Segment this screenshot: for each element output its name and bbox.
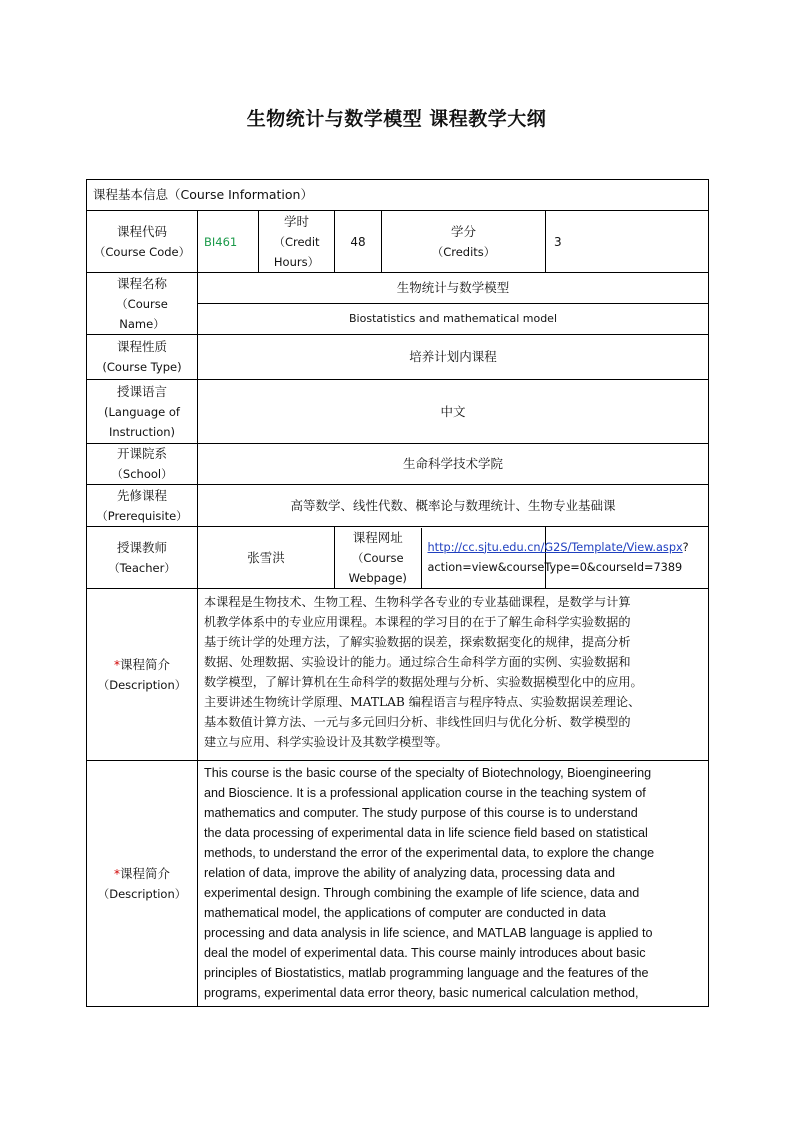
- course-name-label-en2: Name）: [119, 316, 165, 331]
- teacher-label-en: （Teacher）: [108, 560, 176, 575]
- course-name-label-en1: （Course: [116, 296, 168, 311]
- description-en-line: processing and data analysis in life science, and MATLAB language is applied to: [204, 926, 653, 940]
- webpage-spacer: [546, 527, 709, 589]
- school-label-zh: 开课院系: [116, 446, 167, 461]
- course-type-label: [87, 335, 198, 380]
- teacher-label: [87, 527, 198, 589]
- course-type-label-en: (Course Type): [102, 360, 182, 374]
- description-zh-text: [198, 589, 709, 761]
- language-label-zh: 授课语言: [116, 383, 167, 399]
- webpage-url-link[interactable]: http://cc.sjtu.edu.cn/G2S/Template/View.aspx: [427, 540, 683, 554]
- prerequisite-label-zh: 先修课程: [116, 487, 167, 503]
- webpage-label: [335, 528, 421, 588]
- credit-hours-value: 48: [335, 211, 382, 273]
- course-type-label-zh: 课程性质: [116, 339, 167, 354]
- webpage-cell: [335, 527, 689, 589]
- description-zh-line: 数据、处理数据、实验设计的能力。通过综合生命科学方面的实例、实验数据和: [204, 655, 631, 669]
- webpage-subtable: [335, 528, 689, 588]
- description-en-label-en: （Description）: [97, 886, 187, 901]
- course-name-zh: 生物统计与数学模型: [198, 273, 709, 304]
- webpage-url-line2: action=view&courseType=0&courseId=7389: [427, 560, 683, 574]
- school-label-en: （School）: [111, 467, 173, 481]
- description-zh-line: 建立与应用、科学实验设计及其数学模型等。: [204, 735, 448, 749]
- webpage-label-en1: （Course: [351, 550, 404, 565]
- webpage-label-en2: Webpage): [348, 570, 407, 585]
- course-name-label-zh: 课程名称: [116, 275, 167, 291]
- required-star: *: [113, 866, 120, 881]
- credit-hours-label: [259, 211, 335, 273]
- course-type-value: 培养计划内课程: [198, 335, 709, 380]
- course-info-header: 课程基本信息（Course Information）: [87, 180, 709, 211]
- description-en-line: programs, experimental data error theory, basic numerical calculation method,: [204, 986, 639, 1000]
- description-zh-line: 机教学体系中的专业应用课程。本课程的学习目的在于了解生命科学实验数据的: [204, 615, 631, 629]
- webpage-label-zh: 课程网址: [352, 529, 403, 545]
- webpage-url-cell: [421, 528, 689, 588]
- credits-label-zh: 学分: [450, 223, 476, 239]
- description-zh-label-zh: 课程简介: [119, 656, 170, 672]
- credit-hours-label-en2: Hours）: [273, 254, 320, 269]
- teacher-label-zh: 授课教师: [116, 539, 167, 555]
- description-zh-line: 本课程是生物技术、生物工程、生物科学各专业的专业基础课程，是数学与计算: [204, 595, 631, 609]
- course-code-label: [87, 211, 198, 273]
- description-zh-line: 基于统计学的处理方法，了解实验数据的误差，探索数据变化的规律，提高分析: [204, 635, 631, 649]
- description-en-line: principles of Biostatistics, matlab programming language and the features of the: [204, 966, 649, 980]
- description-zh-line: 主要讲述生物统计学原理、MATLAB 编程语言与程序特点、实验数据误差理论、: [204, 695, 641, 709]
- description-en-line: and Bioscience. It is a professional application course in the teaching system of: [204, 786, 646, 800]
- credits-label: [382, 211, 546, 273]
- language-label: [87, 380, 198, 444]
- required-star: *: [113, 657, 120, 672]
- prerequisite-value: 高等数学、线性代数、概率论与数理统计、生物专业基础课: [198, 485, 709, 527]
- description-en-line: relation of data, improve the ability of analyzing data, processing data and: [204, 866, 615, 880]
- course-name-label: [87, 273, 198, 335]
- description-en-line: This course is the basic course of the specialty of Biotechnology, Bioengineering: [204, 766, 652, 780]
- description-zh-line: 数学模型，了解计算机在生命科学的数据处理与分析、实验数据模型化中的应用。: [204, 675, 643, 689]
- description-en-line: mathematical model, the applications of computer are conducted in data: [204, 906, 606, 920]
- description-zh-line: 基本数值计算方法、一元与多元回归分析、非线性回归与优化分析、数学模型的: [204, 715, 631, 729]
- language-label-en2: Instruction): [108, 424, 176, 439]
- school-label: [87, 444, 198, 485]
- credit-hours-label-en1: （Credit: [273, 234, 320, 249]
- prerequisite-label-en: （Prerequisite）: [96, 508, 188, 523]
- description-en-line: deal the model of experimental data. This course mainly introduces about basic: [204, 946, 646, 960]
- course-code-label-zh: 课程代码: [116, 223, 167, 239]
- description-zh-label: [87, 589, 198, 761]
- description-en-label-zh: 课程简介: [119, 865, 170, 881]
- credit-hours-label-zh: 学时: [283, 213, 309, 229]
- description-en-label: [87, 761, 198, 1007]
- course-code-value: BI461: [198, 211, 259, 273]
- course-name-en: Biostatistics and mathematical model: [198, 304, 709, 335]
- description-zh-label-en: （Description）: [97, 677, 187, 692]
- description-en-line: methods, to understand the error of the experimental data, to explore the change: [204, 846, 655, 860]
- page-title: 生物统计与数学模型 课程教学大纲: [246, 108, 547, 130]
- description-en-line: mathematics and computer. The study purpose of this course is to understand: [204, 806, 638, 820]
- credits-label-en: （Credits）: [431, 244, 496, 259]
- description-en-line: the data processing of experimental data in life science field based on statistical: [204, 826, 648, 840]
- credits-value: 3: [546, 211, 709, 273]
- language-label-en1: (Language of: [104, 404, 180, 419]
- webpage-url-tail: ?: [682, 540, 689, 554]
- school-value: 生命科学技术学院: [198, 444, 709, 485]
- description-en-text: [198, 761, 709, 1007]
- language-value: 中文: [198, 380, 709, 444]
- prerequisite-label: [87, 485, 198, 527]
- course-info-table: [86, 179, 709, 1007]
- description-en-line: experimental design. Through combining the example of life science, data and: [204, 886, 640, 900]
- teacher-value: 张雪洪: [198, 527, 335, 589]
- course-code-label-en: （Course Code）: [93, 244, 191, 259]
